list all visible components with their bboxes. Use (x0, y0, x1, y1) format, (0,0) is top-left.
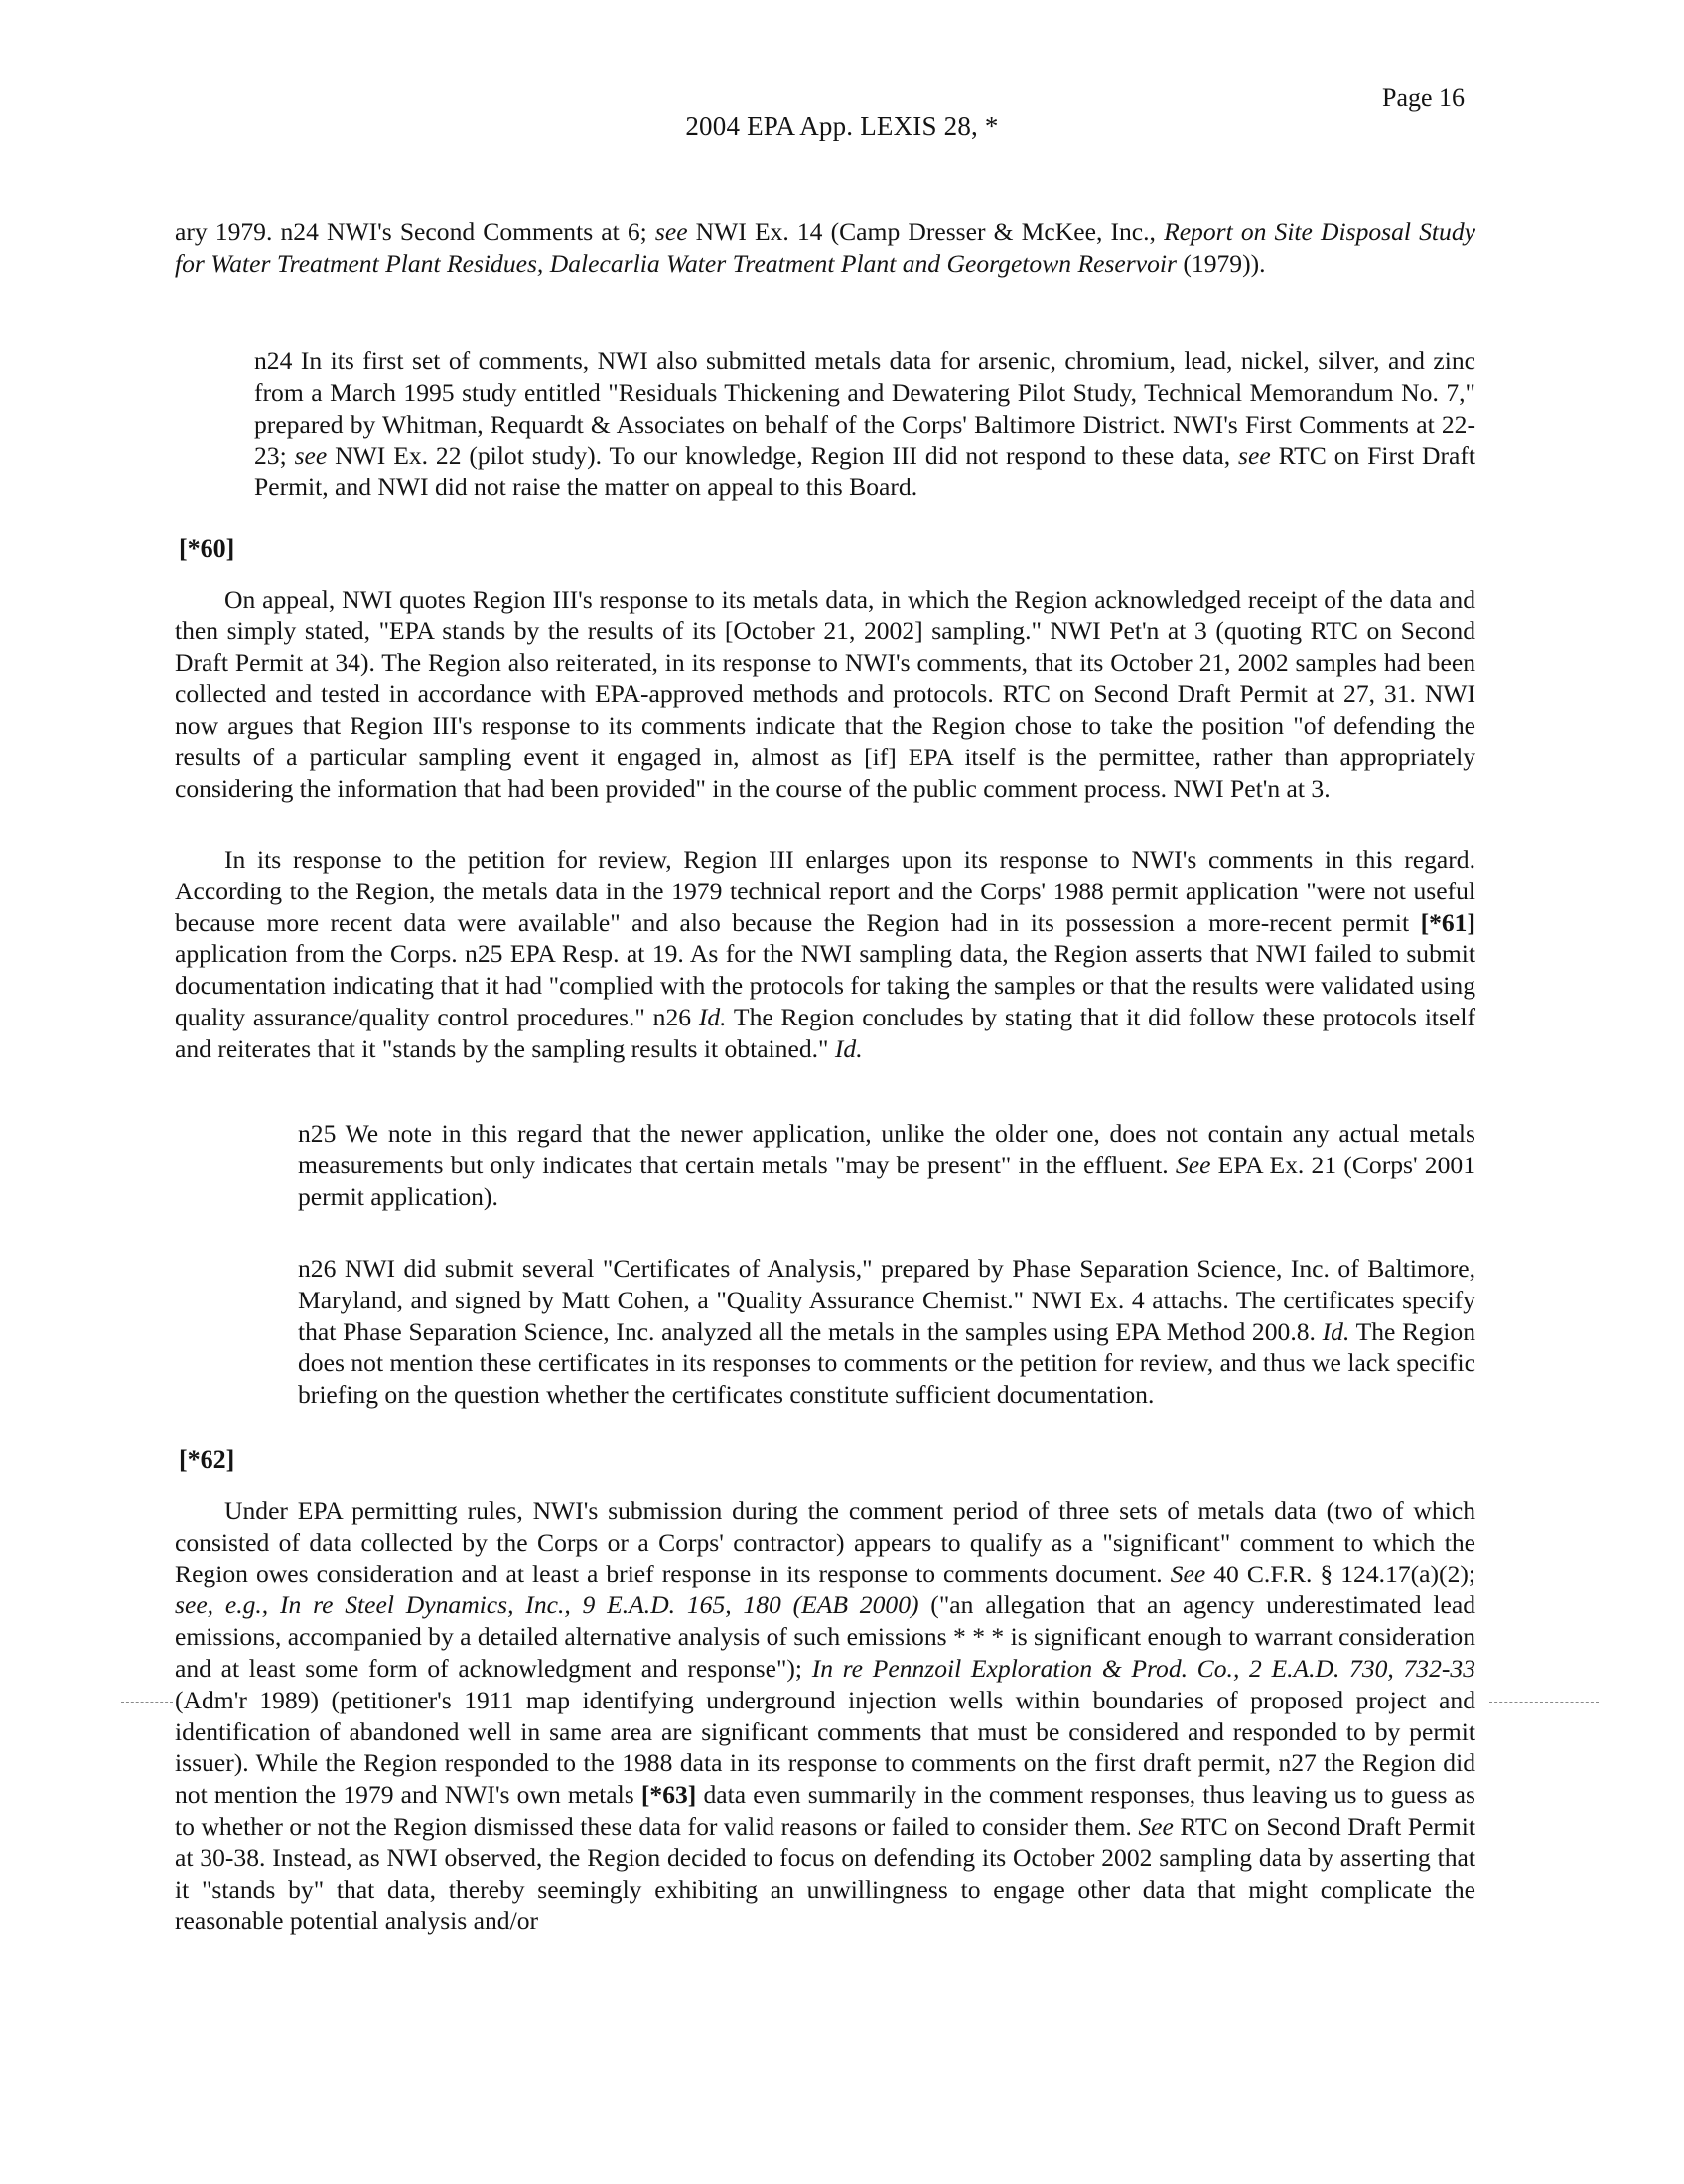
paragraph-on-appeal (175, 584, 1475, 805)
text-run: data even summarily in the comment responses, thus leaving us to guess as to whether or not the Region dismissed these data for valid reasons or failed to consider them. (175, 1780, 1475, 1841)
footnote-n25 (298, 1118, 1475, 1212)
continued-paragraph (175, 216, 1475, 280)
text-run: 40 C.F.R. § 124.17(a)(2); (1205, 1559, 1476, 1588)
text-run: The Region concludes by stating that it did follow these protocols itself and reiterates that it "stands by the sampling results it obtained." (175, 1002, 1475, 1063)
report-title: Report on Site Disposal Study for Water Treatment Plant Residues, Dalecarlia Water Treatment Plant and Georgetown Reservoir (175, 217, 1475, 278)
signal-see: See (1138, 1811, 1174, 1841)
text-run: application from the Corps. n25 EPA Resp. at 19. As for the NWI sampling data, the Region asserts that NWI failed to submit documentation indicating that it had "complied with the protocols for taking the samples or that the results were validated using quality assurance/quality control procedures." n26 (175, 939, 1475, 1031)
text-run: On appeal, NWI quotes Region III's response to its metals data, in which the Region acknowledged receipt of the data and then simply stated, "EPA stands by the results of its [October 21, 2002] sampling." NWI Pet'n at 3 (quoting RTC on Second Draft Permit at 34). The Region also reiterated, in its response to NWI's comments, that its October 21, 2002 samples had been collected and tested in accordance with EPA-approved methods and protocols. RTC on Second Draft Permit at 27, 31. NWI now argues that Region III's response to its comments indicate that the Region chose to take the position "of defending the results of a particular sampling event it engaged in, almost as [if] EPA itself is the permittee, rather than appropriately considering the information that had been provided" in the course of the public comment process. NWI Pet'n at 3. (175, 585, 1475, 803)
signal-see: See (1170, 1559, 1206, 1588)
text-run: n24 In its first set of comments, NWI also submitted metals data for arsenic, chromium, lead, nickel, silver, and zinc from a March 1995 study entitled "Residuals Thickening and Dewatering Pilot Study, Technical Memorandum No. 7," prepared by Whitman, Requardt & Associates on behalf of the Corps' Baltimore District. NWI's First Comments at 22-23; (254, 346, 1475, 471)
footnote-n24 (254, 345, 1475, 503)
scan-strikeout-mark (1489, 1702, 1599, 1703)
signal-see: see (654, 217, 688, 246)
page-number: Page 16 (1382, 83, 1466, 112)
text-run: EPA Ex. 21 (Corps' 2001 permit application). (298, 1150, 1475, 1211)
scan-strikeout-mark (121, 1702, 173, 1703)
text-run: n26 NWI did submit several "Certificates of Analysis," prepared by Phase Separation Science, Inc. of Baltimore, Maryland, and signed by Matt Cohen, a "Quality Assurance Chemist." NWI Ex. 4 attachs. The certificates specify that Phase Separation Science, Inc. analyzed all the metals in the samples using EPA Method 200.8. (298, 1254, 1475, 1346)
signal-see: see (294, 441, 328, 471)
text-run: RTC on First Draft Permit, and NWI did not raise the matter on appeal to this Board. (254, 441, 1475, 502)
text-run: ("an allegation that an agency underestimated lead emissions, accompanied by a detailed alternative analysis of such emissions * * * is significant enough to warrant consideration and at least some form of acknowledgment and response"); (175, 1590, 1476, 1683)
text-run: The Region does not mention these certificates in its responses to comments or the petition for review, and thus we lack specific briefing on the question whether the certificates constitute sufficient documentation. (298, 1316, 1475, 1410)
text-run: Under EPA permitting rules, NWI's submission during the comment period of three sets of metals data (two of which consisted of data collected by the Corps or a Corps' contractor) appears to qualify as a "significant" comment to which the Region owes consideration and at least a brief response in its response to comments document. (175, 1496, 1475, 1588)
citation-id: Id. (834, 1033, 863, 1063)
citation-id: Id. (698, 1002, 727, 1031)
running-head: 2004 EPA App. LEXIS 28, * (685, 111, 999, 141)
text-run: NWI Ex. 14 (Camp Dresser & McKee, Inc., (687, 217, 1165, 246)
text-run: NWI Ex. 22 (pilot study). To our knowledge, Region III did not respond to these data, (327, 441, 1239, 471)
text-run: ary 1979. n24 NWI's Second Comments at 6; (175, 217, 655, 246)
paragraph-region-response (175, 844, 1475, 1065)
paragraph-permitting-rules (175, 1495, 1475, 1937)
text-run: RTC on Second Draft Permit at 30-38. Instead, as NWI observed, the Region decided to focus on defending its October 2002 sampling data by asserting that it "stands by" that data, thereby seemingly exhibiting an unwillingness to engage other data that might complicate the reasonable potential analysis and/or (175, 1811, 1475, 1936)
footnote-n26 (298, 1253, 1475, 1411)
star-page-marker-62: [*62] (179, 1445, 235, 1474)
text-run: In its response to the petition for review, Region III enlarges upon its response to NWI's comments in this regard. According to the Region, the metals data in the 1979 technical report and the Corps' 1988 permit application "were not useful because more recent data were available" and also because the Region had in its possession a more-recent permit (175, 845, 1475, 937)
text-run: (1979)). (1176, 248, 1266, 278)
case-citation-steel-dynamics: see, e.g., In re Steel Dynamics, Inc., 9 E.A.D. 165, 180 (EAB 2000) (175, 1590, 919, 1620)
case-citation-pennzoil: In re Pennzoil Exploration & Prod. Co., 2 E.A.D. 730, 732-33 (811, 1653, 1475, 1683)
text-run: (Adm'r 1989) (petitioner's 1911 map identifying underground injection wells within boundaries of proposed project and identification of abandoned well in same area are significant comments that must be considered and responded to by permit issuer). While the Region responded to the 1988 data in its response to comments on the first draft permit, n27 the Region did not mention the 1979 and NWI's own metals (175, 1685, 1475, 1810)
signal-see: See (1175, 1150, 1211, 1179)
text-run: n25 We note in this regard that the newer application, unlike the older one, does not contain any actual metals measurements but only indicates that certain metals "may be present" in the effluent. (298, 1119, 1475, 1179)
star-page-marker-63: [*63] (640, 1780, 697, 1810)
signal-see: see (1238, 441, 1271, 471)
star-page-marker-61: [*61] (1420, 907, 1475, 937)
citation-id: Id. (1322, 1316, 1350, 1346)
star-page-marker-60: [*60] (179, 534, 235, 563)
